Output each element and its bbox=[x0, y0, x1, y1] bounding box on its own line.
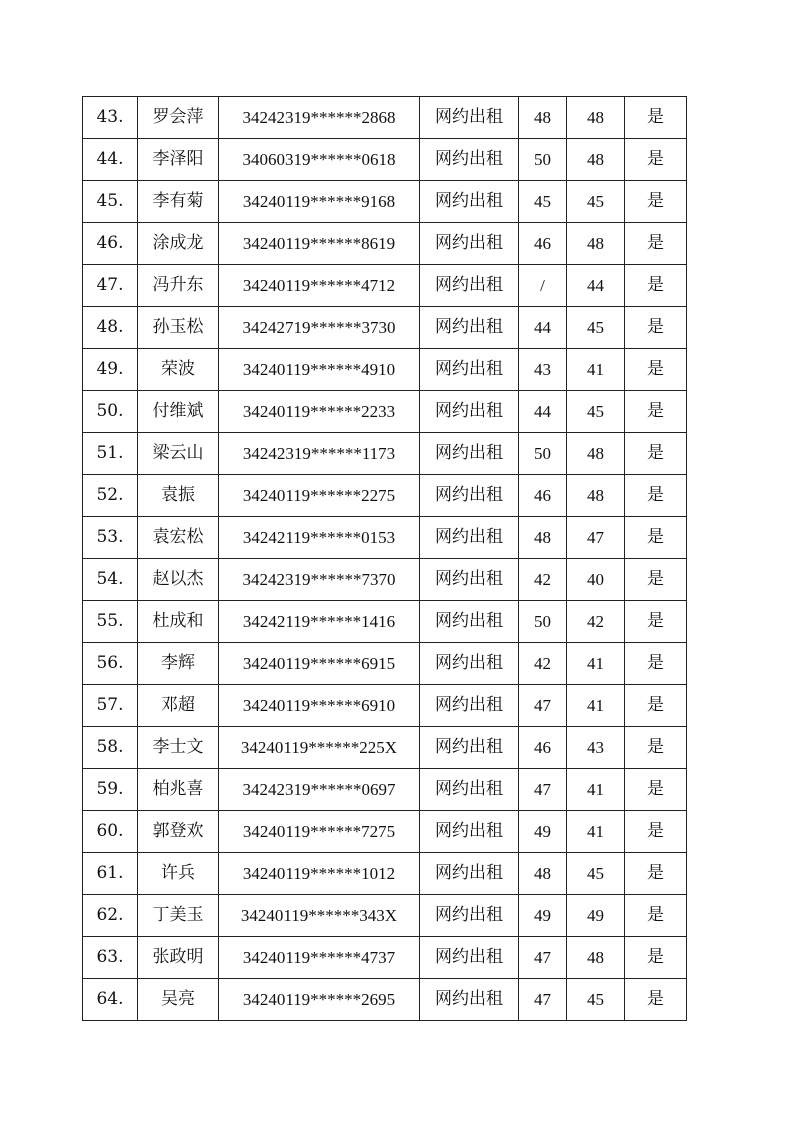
score-one-cell: 49 bbox=[519, 895, 567, 937]
score-two-cell: 49 bbox=[567, 895, 625, 937]
driver-name-cell: 袁宏松 bbox=[138, 517, 219, 559]
id-number-cell: 34060319******0618 bbox=[219, 139, 420, 181]
id-number-cell: 34242319******7370 bbox=[219, 559, 420, 601]
score-two-cell: 48 bbox=[567, 139, 625, 181]
driver-name-cell: 李有菊 bbox=[138, 181, 219, 223]
service-type-cell: 网约出租 bbox=[420, 769, 519, 811]
score-one-cell: 47 bbox=[519, 979, 567, 1021]
table-row bbox=[83, 517, 687, 559]
roster-table-body bbox=[83, 97, 687, 1021]
id-number-cell: 34240119******4712 bbox=[219, 265, 420, 307]
row-number-cell: 48. bbox=[83, 307, 138, 349]
score-one-cell: 48 bbox=[519, 517, 567, 559]
score-two-cell: 45 bbox=[567, 391, 625, 433]
score-one-cell: 50 bbox=[519, 601, 567, 643]
id-number-cell: 34240119******1012 bbox=[219, 853, 420, 895]
score-two-cell: 48 bbox=[567, 223, 625, 265]
id-number-cell: 34240119******6910 bbox=[219, 685, 420, 727]
service-type-cell: 网约出租 bbox=[420, 223, 519, 265]
service-type-cell: 网约出租 bbox=[420, 517, 519, 559]
id-number-cell: 34240119******2233 bbox=[219, 391, 420, 433]
score-two-cell: 41 bbox=[567, 643, 625, 685]
score-one-cell: 47 bbox=[519, 769, 567, 811]
score-one-cell: 46 bbox=[519, 475, 567, 517]
qualified-cell: 是 bbox=[625, 895, 687, 937]
score-two-cell: 47 bbox=[567, 517, 625, 559]
driver-name-cell: 孙玉松 bbox=[138, 307, 219, 349]
driver-name-cell: 荣波 bbox=[138, 349, 219, 391]
table-row bbox=[83, 391, 687, 433]
row-number-cell: 54. bbox=[83, 559, 138, 601]
row-number-cell: 59. bbox=[83, 769, 138, 811]
id-number-cell: 34240119******8619 bbox=[219, 223, 420, 265]
id-number-cell: 34242319******2868 bbox=[219, 97, 420, 139]
driver-name-cell: 邓超 bbox=[138, 685, 219, 727]
driver-name-cell: 罗会萍 bbox=[138, 97, 219, 139]
service-type-cell: 网约出租 bbox=[420, 895, 519, 937]
score-one-cell: 42 bbox=[519, 559, 567, 601]
id-number-cell: 34240119******7275 bbox=[219, 811, 420, 853]
driver-name-cell: 丁美玉 bbox=[138, 895, 219, 937]
service-type-cell: 网约出租 bbox=[420, 139, 519, 181]
score-one-cell: 48 bbox=[519, 97, 567, 139]
score-one-cell: 50 bbox=[519, 139, 567, 181]
id-number-cell: 34240119******225X bbox=[219, 727, 420, 769]
id-number-cell: 34240119******9168 bbox=[219, 181, 420, 223]
table-row bbox=[83, 685, 687, 727]
qualified-cell: 是 bbox=[625, 517, 687, 559]
table-row bbox=[83, 97, 687, 139]
service-type-cell: 网约出租 bbox=[420, 97, 519, 139]
service-type-cell: 网约出租 bbox=[420, 181, 519, 223]
table-row bbox=[83, 601, 687, 643]
row-number-cell: 46. bbox=[83, 223, 138, 265]
service-type-cell: 网约出租 bbox=[420, 685, 519, 727]
row-number-cell: 43. bbox=[83, 97, 138, 139]
score-two-cell: 43 bbox=[567, 727, 625, 769]
score-one-cell: 49 bbox=[519, 811, 567, 853]
row-number-cell: 61. bbox=[83, 853, 138, 895]
row-number-cell: 44. bbox=[83, 139, 138, 181]
service-type-cell: 网约出租 bbox=[420, 853, 519, 895]
row-number-cell: 64. bbox=[83, 979, 138, 1021]
table-row bbox=[83, 265, 687, 307]
service-type-cell: 网约出租 bbox=[420, 433, 519, 475]
score-two-cell: 41 bbox=[567, 769, 625, 811]
table-row bbox=[83, 223, 687, 265]
table-row bbox=[83, 559, 687, 601]
id-number-cell: 34240119******4910 bbox=[219, 349, 420, 391]
qualified-cell: 是 bbox=[625, 979, 687, 1021]
score-one-cell: 46 bbox=[519, 223, 567, 265]
score-one-cell: / bbox=[519, 265, 567, 307]
driver-name-cell: 赵以杰 bbox=[138, 559, 219, 601]
service-type-cell: 网约出租 bbox=[420, 727, 519, 769]
score-one-cell: 44 bbox=[519, 307, 567, 349]
table-row bbox=[83, 937, 687, 979]
qualified-cell: 是 bbox=[625, 307, 687, 349]
score-two-cell: 48 bbox=[567, 475, 625, 517]
score-two-cell: 48 bbox=[567, 937, 625, 979]
score-one-cell: 50 bbox=[519, 433, 567, 475]
id-number-cell: 34240119******6915 bbox=[219, 643, 420, 685]
score-one-cell: 47 bbox=[519, 685, 567, 727]
qualified-cell: 是 bbox=[625, 139, 687, 181]
table-row bbox=[83, 979, 687, 1021]
id-number-cell: 34242719******3730 bbox=[219, 307, 420, 349]
service-type-cell: 网约出租 bbox=[420, 265, 519, 307]
score-two-cell: 41 bbox=[567, 685, 625, 727]
score-two-cell: 41 bbox=[567, 811, 625, 853]
score-one-cell: 45 bbox=[519, 181, 567, 223]
table-row bbox=[83, 727, 687, 769]
qualified-cell: 是 bbox=[625, 937, 687, 979]
table-row bbox=[83, 853, 687, 895]
score-one-cell: 48 bbox=[519, 853, 567, 895]
driver-name-cell: 付维斌 bbox=[138, 391, 219, 433]
qualified-cell: 是 bbox=[625, 391, 687, 433]
qualified-cell: 是 bbox=[625, 811, 687, 853]
score-two-cell: 40 bbox=[567, 559, 625, 601]
id-number-cell: 34242119******1416 bbox=[219, 601, 420, 643]
service-type-cell: 网约出租 bbox=[420, 937, 519, 979]
row-number-cell: 50. bbox=[83, 391, 138, 433]
qualified-cell: 是 bbox=[625, 265, 687, 307]
row-number-cell: 55. bbox=[83, 601, 138, 643]
service-type-cell: 网约出租 bbox=[420, 391, 519, 433]
table-row bbox=[83, 433, 687, 475]
row-number-cell: 47. bbox=[83, 265, 138, 307]
driver-roster-table bbox=[82, 96, 687, 1021]
qualified-cell: 是 bbox=[625, 433, 687, 475]
qualified-cell: 是 bbox=[625, 685, 687, 727]
score-two-cell: 45 bbox=[567, 181, 625, 223]
table-row bbox=[83, 811, 687, 853]
table-row bbox=[83, 643, 687, 685]
driver-name-cell: 冯升东 bbox=[138, 265, 219, 307]
row-number-cell: 51. bbox=[83, 433, 138, 475]
driver-name-cell: 李辉 bbox=[138, 643, 219, 685]
table-row bbox=[83, 307, 687, 349]
row-number-cell: 45. bbox=[83, 181, 138, 223]
qualified-cell: 是 bbox=[625, 643, 687, 685]
driver-name-cell: 柏兆喜 bbox=[138, 769, 219, 811]
qualified-cell: 是 bbox=[625, 559, 687, 601]
row-number-cell: 57. bbox=[83, 685, 138, 727]
id-number-cell: 34242119******0153 bbox=[219, 517, 420, 559]
driver-name-cell: 李士文 bbox=[138, 727, 219, 769]
score-one-cell: 42 bbox=[519, 643, 567, 685]
qualified-cell: 是 bbox=[625, 97, 687, 139]
driver-name-cell: 李泽阳 bbox=[138, 139, 219, 181]
qualified-cell: 是 bbox=[625, 223, 687, 265]
service-type-cell: 网约出租 bbox=[420, 601, 519, 643]
score-two-cell: 41 bbox=[567, 349, 625, 391]
score-two-cell: 45 bbox=[567, 307, 625, 349]
id-number-cell: 34240119******2695 bbox=[219, 979, 420, 1021]
table-row bbox=[83, 139, 687, 181]
id-number-cell: 34240119******4737 bbox=[219, 937, 420, 979]
table-row bbox=[83, 349, 687, 391]
score-two-cell: 44 bbox=[567, 265, 625, 307]
score-two-cell: 42 bbox=[567, 601, 625, 643]
driver-name-cell: 梁云山 bbox=[138, 433, 219, 475]
table-row bbox=[83, 769, 687, 811]
id-number-cell: 34242319******0697 bbox=[219, 769, 420, 811]
driver-name-cell: 杜成和 bbox=[138, 601, 219, 643]
score-two-cell: 45 bbox=[567, 979, 625, 1021]
score-two-cell: 48 bbox=[567, 97, 625, 139]
row-number-cell: 49. bbox=[83, 349, 138, 391]
service-type-cell: 网约出租 bbox=[420, 475, 519, 517]
driver-name-cell: 张政明 bbox=[138, 937, 219, 979]
score-two-cell: 48 bbox=[567, 433, 625, 475]
driver-name-cell: 许兵 bbox=[138, 853, 219, 895]
service-type-cell: 网约出租 bbox=[420, 979, 519, 1021]
service-type-cell: 网约出租 bbox=[420, 307, 519, 349]
score-one-cell: 47 bbox=[519, 937, 567, 979]
qualified-cell: 是 bbox=[625, 601, 687, 643]
service-type-cell: 网约出租 bbox=[420, 811, 519, 853]
row-number-cell: 52. bbox=[83, 475, 138, 517]
table-row bbox=[83, 895, 687, 937]
qualified-cell: 是 bbox=[625, 349, 687, 391]
score-one-cell: 44 bbox=[519, 391, 567, 433]
row-number-cell: 60. bbox=[83, 811, 138, 853]
score-one-cell: 43 bbox=[519, 349, 567, 391]
qualified-cell: 是 bbox=[625, 475, 687, 517]
qualified-cell: 是 bbox=[625, 727, 687, 769]
qualified-cell: 是 bbox=[625, 181, 687, 223]
driver-name-cell: 吴亮 bbox=[138, 979, 219, 1021]
driver-name-cell: 涂成龙 bbox=[138, 223, 219, 265]
score-one-cell: 46 bbox=[519, 727, 567, 769]
service-type-cell: 网约出租 bbox=[420, 559, 519, 601]
id-number-cell: 34240119******2275 bbox=[219, 475, 420, 517]
row-number-cell: 63. bbox=[83, 937, 138, 979]
row-number-cell: 56. bbox=[83, 643, 138, 685]
table-row bbox=[83, 475, 687, 517]
qualified-cell: 是 bbox=[625, 853, 687, 895]
driver-name-cell: 袁振 bbox=[138, 475, 219, 517]
row-number-cell: 62. bbox=[83, 895, 138, 937]
driver-name-cell: 郭登欢 bbox=[138, 811, 219, 853]
qualified-cell: 是 bbox=[625, 769, 687, 811]
row-number-cell: 53. bbox=[83, 517, 138, 559]
row-number-cell: 58. bbox=[83, 727, 138, 769]
service-type-cell: 网约出租 bbox=[420, 349, 519, 391]
id-number-cell: 34240119******343X bbox=[219, 895, 420, 937]
service-type-cell: 网约出租 bbox=[420, 643, 519, 685]
score-two-cell: 45 bbox=[567, 853, 625, 895]
table-row bbox=[83, 181, 687, 223]
id-number-cell: 34242319******1173 bbox=[219, 433, 420, 475]
